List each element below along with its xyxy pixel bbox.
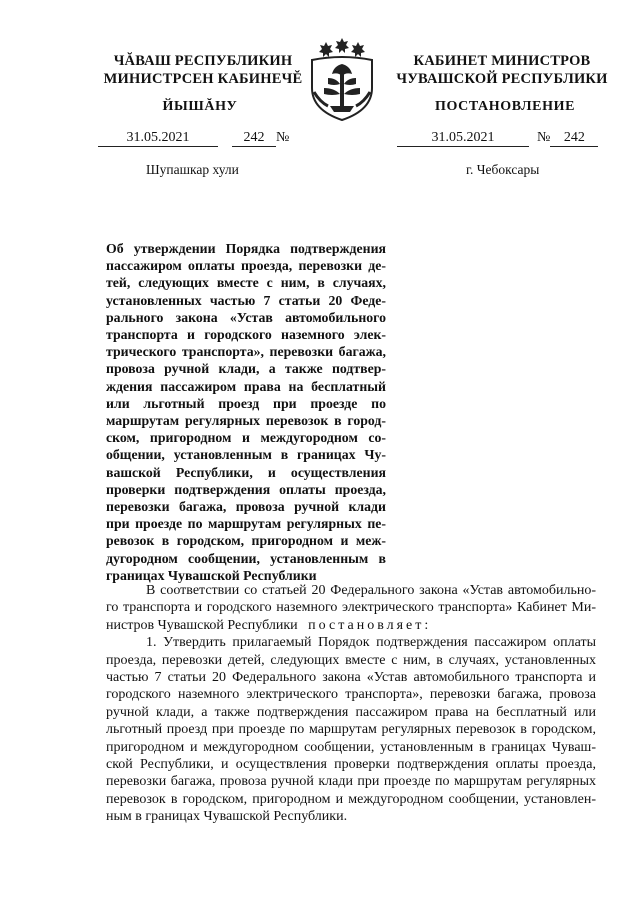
body-line: проезда, перевозки детей, следующих вместе с ним, в случаях, установленных [106,652,596,668]
right-number: 242 [550,130,598,147]
left-date: 31.05.2021 [98,130,218,147]
document-body [106,582,596,826]
left-date-number [98,130,289,147]
header-right-line: ЧУВАШСКОЙ РЕСПУБЛИКИ [396,71,608,87]
left-number-sign: № [276,130,290,145]
header-left-line: МИНИСТРСЕН КАБИНЕЧĔ [103,71,303,87]
enactment-word: постановляет: [308,617,432,633]
header-right-russian [382,52,622,88]
title-line: или льготный проезд при проезде по [106,395,386,411]
right-place: г. Чебоксары [466,162,540,177]
title-line: трического транспорта», перевозки багажа, [106,344,386,360]
right-date-number [397,130,598,147]
title-line: ревозок в городском, пригородном и меж- [106,533,386,549]
body-line: ручной клади, а также подтверждения пассажиром права на бесплатный или [106,704,596,720]
enactment-prefix: нистров Чувашской Республики [106,617,298,633]
title-line: Об утверждении Порядка подтверждения [106,241,386,256]
right-number-sign: № [537,130,551,145]
title-line: пассажиром оплаты проезда, перевозки де- [106,258,386,274]
title-line: границах Чувашской Республики [106,567,317,583]
title-line: ждения пассажиром права на бесплатный [106,378,386,394]
header-right-line: КАБИНЕТ МИНИСТРОВ [413,53,591,69]
body-line: В соответствии со статьей 20 Федерального закона «Устав автомобильно- [146,583,596,598]
body-line-enactment [106,617,596,634]
body-line: перевозки багажа, провоза ручной клади при проезде по маршрутам регулярных [106,774,596,790]
title-line: тей, следующих вместе с ним, в случаях, [106,275,386,291]
title-line: вашской Республики, и осуществления [106,464,386,480]
doctype-right: ПОСТАНОВЛЕНИЕ [434,99,576,114]
document-title [106,240,386,584]
body-line: ской Республики, и осуществления проверки подтверждения оплаты проезда, [106,757,596,773]
header-left-chuvash [88,52,318,88]
title-line: провоза ручной клади, а также подтвер- [106,361,386,377]
body-line: городского наземного электрического транспорта», перевозки багажа, провоза [106,687,596,703]
header-left-line: ЧĂВАШ РЕСПУБЛИКИН [113,53,293,69]
title-line: дугородном сообщении, установленным в [106,550,386,566]
title-line: маршрутам регулярных перевозок в город- [106,413,386,429]
body-line: 1. Утвердить прилагаемый Порядок подтверждения пассажиром оплаты [146,635,596,651]
left-place: Шупашкар хули [146,162,239,177]
title-line: ском, пригородном и междугородном со- [106,430,386,446]
title-line: установленных частью 7 статьи 20 Феде- [106,292,386,308]
title-line: рального закона «Устав автомобильного [106,309,386,325]
body-line: перевозок в городском, пригородном и междугородном сообщении, установлен- [106,791,596,807]
title-line: транспорта и городского наземного элек- [106,327,386,343]
body-line: льготный проезд при проезде по маршрутам регулярных перевозок в городском, [106,722,596,738]
chuvash-emblem-icon [306,36,378,122]
body-line: ным в границах Чувашской Республики. [106,809,348,825]
body-line: пригородном и междугородном сообщении, установленным в границах Чуваш- [106,739,596,755]
body-line: частью 7 статьи 20 Федерального закона «Устав автомобильного транспорта и [106,670,596,686]
right-date: 31.05.2021 [397,130,529,147]
body-line: го транспорта и городского наземного электрического транспорта» Кабинет Ми- [106,600,596,616]
title-line: общении, установленным в границах Чу- [106,447,386,463]
title-line: при проезде по маршрутам регулярных пе- [106,516,386,532]
doctype-left: ЙЫШĂНУ [162,99,238,114]
title-line: перевозки багажа, провоза ручной клади [106,499,386,515]
title-line: проверки подтверждения оплаты проезда, [106,481,386,497]
left-number: 242 [232,130,276,147]
